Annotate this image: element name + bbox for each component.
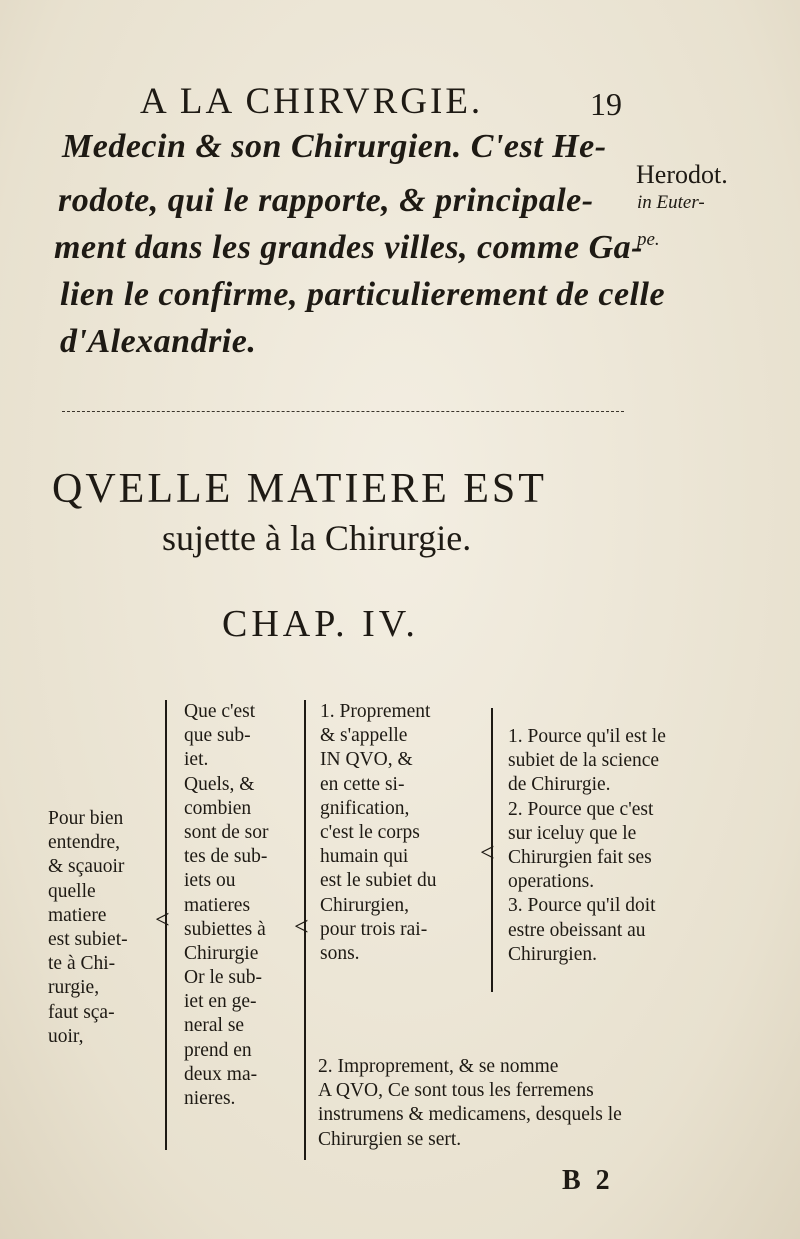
table-cell: Chirurgien. (508, 943, 598, 965)
table-improper (318, 1055, 622, 1152)
table-cell: te à Chi- (48, 953, 116, 975)
table-cell: sons. (320, 942, 360, 964)
table-cell: A QVO, Ce sont tous les ferremens (318, 1080, 594, 1102)
table-cell: matiere (48, 904, 107, 926)
table-cell: iet. (184, 749, 209, 771)
table-cell: pour trois rai- (320, 918, 428, 940)
table-cell: faut sça- (48, 1001, 115, 1023)
table-cell: instrumens & medicamens, desquels le (318, 1104, 622, 1126)
table-col-reasons (508, 725, 666, 967)
table-cell: est subiet- (48, 928, 128, 950)
table-cell: c'est le corps (320, 821, 420, 843)
table-cell: que sub- (184, 725, 251, 747)
chapter-number: CHAP. IV. (222, 603, 419, 645)
table-cell: de Chirurgie. (508, 774, 611, 796)
table-cell: Pour bien (48, 808, 124, 829)
table-cell: combien (184, 797, 252, 819)
body-line: rodote, qui le rapporte, & principale- (58, 182, 594, 219)
brace-point: < (155, 905, 170, 934)
table-cell: neral se (184, 1015, 245, 1037)
table-cell: Or le sub- (184, 967, 262, 989)
table-cell: sur iceluy que le (508, 822, 637, 844)
table-cell: entendre, (48, 832, 121, 854)
table-cell: Chirurgien se sert. (318, 1128, 462, 1150)
table-cell: prend en (184, 1039, 252, 1061)
table-cell: IN QVO, & (320, 749, 413, 771)
body-line: lien le confirme, particulierement de celle (60, 276, 666, 313)
table-cell: estre obeissant au (508, 919, 646, 941)
margin-note: in Euter- (637, 192, 705, 213)
body-line: Medecin & son Chirurgien. C'est He- (62, 128, 607, 165)
table-col-intro (48, 807, 128, 1049)
table-cell: iet en ge- (184, 991, 257, 1013)
table-cell: deux ma- (184, 1063, 258, 1085)
table-cell: subiet de la science (508, 750, 660, 772)
table-cell: 2. Improprement, & se nomme (318, 1056, 559, 1077)
brace-point: < (294, 912, 309, 941)
table-cell: Chirurgien, (320, 894, 410, 916)
table-cell: 1. Pource qu'il est le (508, 726, 666, 747)
body-line: d'Alexandrie. (60, 323, 257, 360)
table-cell: 1. Proprement (320, 701, 431, 722)
table-cell: & s'appelle (320, 725, 408, 747)
table-cell: est le subiet du (320, 870, 437, 892)
table-cell: operations. (508, 871, 595, 893)
margin-note: pe. (637, 229, 660, 250)
table-cell: subiettes à (184, 918, 266, 940)
table-cell: Quels, & (184, 773, 255, 795)
running-title: A LA CHIRVRGIE. (140, 81, 484, 122)
table-col-proper (320, 700, 436, 966)
table-cell: iets ou (184, 870, 236, 892)
chapter-title: QVELLE MATIERE EST (52, 466, 547, 512)
table-cell: 2. Pource que c'est (508, 798, 654, 820)
table-cell: & sçauoir (48, 856, 125, 878)
margin-note: Herodot. (636, 160, 728, 189)
table-cell: quelle (48, 880, 96, 902)
table-cell: nieres. (184, 1088, 236, 1109)
page-number: 19 (590, 86, 622, 122)
table-cell: rurgie, (48, 977, 100, 999)
table-cell: en cette si- (320, 773, 405, 795)
table-cell: Que c'est (184, 701, 256, 722)
table-cell: Chirurgien fait ses (508, 846, 652, 868)
table-cell: tes de sub- (184, 846, 268, 868)
table-cell: humain qui (320, 846, 409, 868)
table-cell: gnification, (320, 797, 410, 819)
signature-mark: B 2 (562, 1165, 614, 1196)
table-cell: Chirurgie (184, 942, 259, 964)
table-cell: uoir, (48, 1025, 84, 1047)
chapter-subtitle: sujette à la Chirurgie. (162, 518, 472, 558)
table-cell: 3. Pource qu'il doit (508, 895, 656, 917)
section-rule (62, 411, 624, 412)
table-cell: sont de sor (184, 821, 269, 843)
table-cell: matieres (184, 894, 251, 916)
table-col-questions (184, 700, 269, 1111)
body-line: ment dans les grandes villes, comme Ga- (54, 229, 643, 266)
brace-point: < (480, 838, 495, 867)
